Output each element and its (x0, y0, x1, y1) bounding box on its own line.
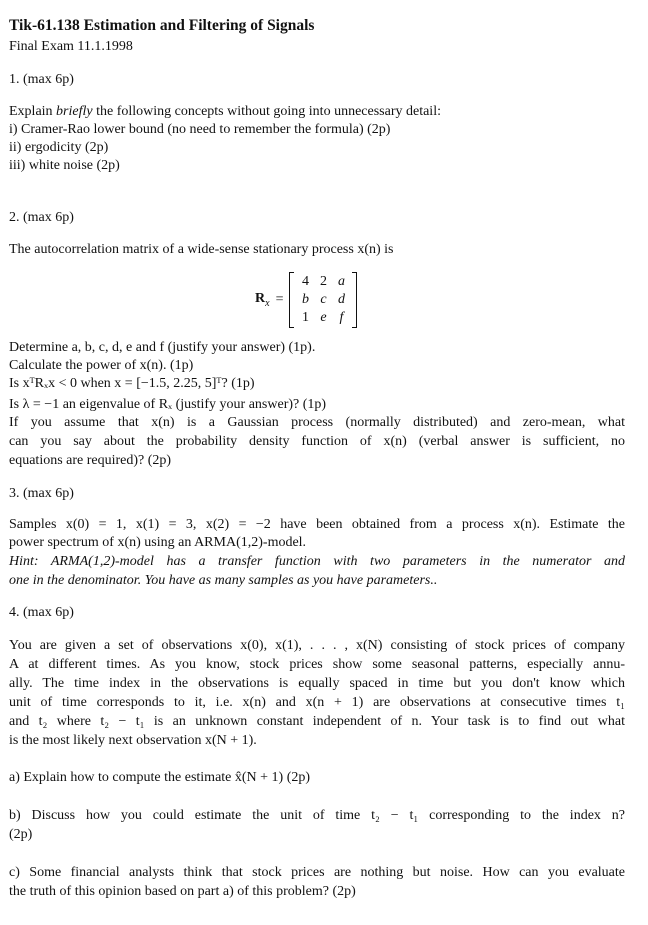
q2-heading: 2. (max 6p) (9, 210, 74, 225)
q4-part-c-line-1: c) Some financial analysts think that stock prices are nothing but noise. How can you evaluate (9, 865, 625, 880)
q4-line-3: ally. The time index in the observations is equally spaced in time but you don't know which (9, 676, 625, 691)
matrix-grid (294, 273, 352, 327)
q3-line-2: power spectrum of x(n) using an ARMA(1,2)-model. (9, 535, 307, 550)
q3-line-1: Samples x(0) = 1, x(1) = 3, x(2) = −2 have been obtained from a process x(n). Estimate the (9, 517, 625, 532)
q4-line-6: is the most likely next observation x(N + 1). (9, 733, 257, 748)
q2-line-7: equations are required)? (2p) (9, 453, 172, 468)
matrix-label: $R_x$ (255, 291, 270, 309)
matrix-cell: e (320, 310, 327, 325)
matrix-cell: b (301, 292, 309, 307)
matrix-cell: 1 (301, 310, 309, 325)
q1-item-3: iii) white noise (2p) (9, 158, 120, 173)
q4-line-4: unit of time corresponds to it, i.e. x(n) and x(n + 1) are observations at consecutive times t₁ (9, 695, 625, 710)
matrix-equals: = (275, 292, 284, 307)
q4-line-2: A at different times. As you know, stock prices show some seasonal patterns, especially annu- (9, 657, 625, 672)
matrix-right-bracket (352, 272, 357, 328)
autocorrelation-matrix (255, 270, 357, 330)
q1-intro-b: the following concepts without going into unnecessary detail: (92, 104, 441, 119)
q1-intro-em: briefly (56, 104, 93, 119)
q1-intro (9, 103, 441, 120)
q3-hint-line-2: one in the denominator. You have as many samples as you have parameters.. (9, 573, 438, 588)
q2-intro: The autocorrelation matrix of a wide-sense stationary process x(n) is (9, 242, 394, 257)
exam-date: Final Exam 11.1.1998 (9, 39, 133, 54)
q4-part-c-line-2: the truth of this opinion based on part a) of this problem? (2p) (9, 884, 356, 899)
q3-heading: 3. (max 6p) (9, 486, 74, 501)
matrix-cell: 2 (319, 274, 327, 289)
q4-part-a: a) Explain how to compute the estimate x̂(N + 1) (2p) (9, 770, 311, 785)
q2-line-4: Is λ = −1 an eigenvalue of Rₓ (justify your answer)? (1p) (9, 397, 327, 412)
q2-line-1: Determine a, b, c, d, e and f (justify your answer) (1p). (9, 340, 316, 355)
q4-line-1: You are given a set of observations x(0), x(1), . . . , x(N) consisting of stock prices of company (9, 638, 625, 653)
q4-part-b-line-2: (2p) (9, 827, 33, 842)
matrix-cell: f (339, 310, 344, 325)
q2-line-6: can you say about the probability density function of x(n) (verbal answer is sufficient, no (9, 434, 625, 449)
q4-heading: 4. (max 6p) (9, 605, 74, 620)
q4-line-5: and t₂ where t₂ − t₁ is an unknown constant independent of n. Your task is to find out what (9, 714, 625, 729)
q2-line-3: Is xᵀRₓx < 0 when x = [−1.5, 2.25, 5]ᵀ? (1p) (9, 376, 255, 391)
q1-intro-a: Explain (9, 104, 57, 119)
q1-item-1: i) Cramer-Rao lower bound (no need to remember the formula) (2p) (9, 122, 391, 137)
matrix-cell: a (337, 274, 345, 289)
q1-item-2: ii) ergodicity (2p) (9, 140, 109, 155)
matrix-cell: c (320, 292, 327, 307)
matrix-cell: 4 (301, 274, 309, 289)
q4-part-b-line-1: b) Discuss how you could estimate the unit of time t₂ − t₁ corresponding to the index n? (9, 808, 625, 823)
q1-heading: 1. (max 6p) (9, 72, 74, 87)
exam-title: Tik-61.138 Estimation and Filtering of Signals (9, 17, 315, 34)
q2-line-5: If you assume that x(n) is a Gaussian process (normally distributed) and zero-mean, what (9, 415, 625, 430)
q2-line-2: Calculate the power of x(n). (1p) (9, 358, 194, 373)
q3-hint-line-1: Hint: ARMA(1,2)-model has a transfer function with two parameters in the numerator and (9, 554, 625, 569)
matrix-cell: d (337, 292, 345, 307)
